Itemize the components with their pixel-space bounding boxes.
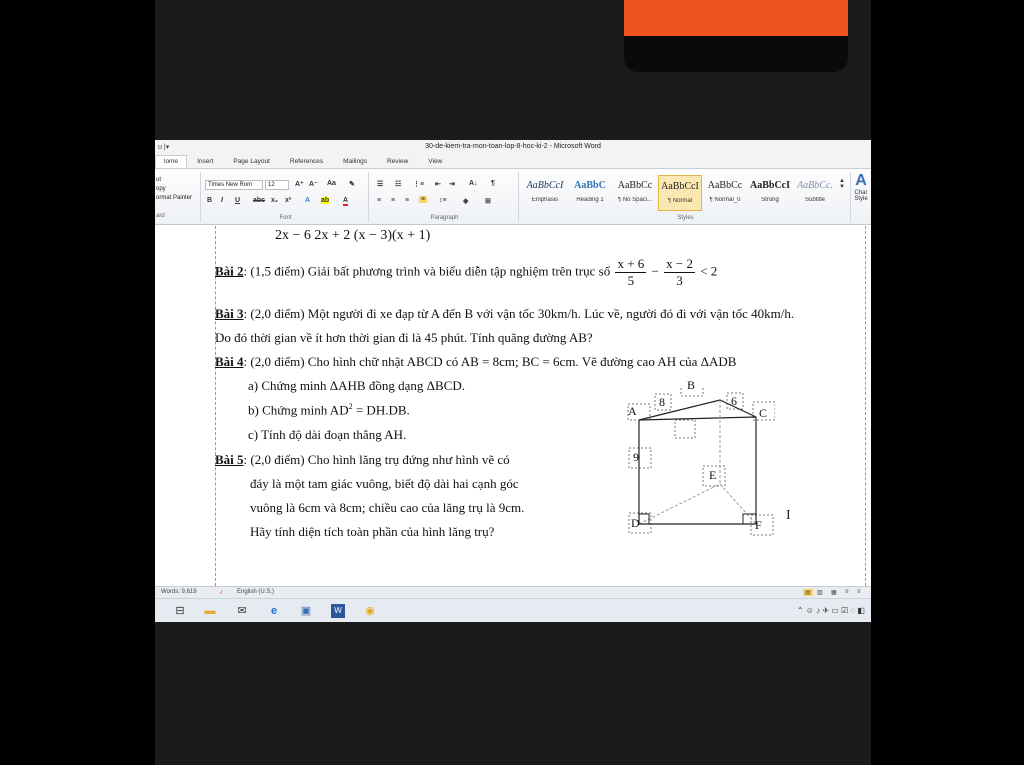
edge-ac [639, 417, 756, 420]
font-group-label: Font [279, 215, 292, 221]
fraction-1-num: x + 6 [617, 256, 645, 271]
mail-icon[interactable]: ✉ [237, 605, 247, 617]
style-sample: AaBbCc [707, 180, 743, 191]
vertex-a: A [628, 404, 637, 418]
grow-font-icon[interactable]: A⁺ [295, 181, 304, 188]
edge-icon[interactable]: e [270, 605, 278, 617]
format-painter-button[interactable]: ormat Painter [156, 195, 193, 201]
font-group [203, 172, 369, 222]
bai5-label: Bài 5 [215, 452, 244, 467]
style-strong[interactable] [748, 175, 792, 211]
style-name: Strong [761, 197, 779, 203]
left-black-bar [0, 0, 155, 765]
shading-icon[interactable]: ◈ [463, 198, 469, 205]
print-layout-view-icon[interactable]: ▤ [805, 590, 811, 596]
word-taskbar-icon[interactable]: W [331, 604, 345, 618]
length-bc: 6 [731, 394, 737, 408]
bai3-line-2: Do đó thời gian về ít hơn thời gian đi là 45 phút. Tính quãng đường AB? [215, 330, 593, 345]
system-tray[interactable]: ⌃ ☺ ♪ ✈ ▭ ☑ ◌ ◧ [796, 606, 865, 615]
show-marks-icon[interactable]: ¶ [491, 180, 495, 187]
window-title: 30-de-kiem-tra-mon-toan-lop-8-hoc-ki-2 - Microsoft Word [425, 143, 601, 150]
underline-icon[interactable]: U [235, 197, 241, 204]
copy-button[interactable]: opy [156, 186, 166, 192]
superscript-icon[interactable]: x² [285, 197, 292, 204]
vertex-e: E [709, 468, 717, 482]
style-heading-1[interactable] [568, 175, 612, 211]
chat-icon[interactable]: ▣ [300, 605, 312, 617]
highlight-icon[interactable]: ab [321, 197, 330, 204]
clipboard-group [155, 172, 201, 222]
bai5-line-4: Hãy tính diện tích toàn phần của hình lăng trụ? [250, 524, 495, 539]
bai2-text: : (1,5 điểm) Giải bất phương trình và biểu diễn tập nghiệm trên trục số [243, 263, 611, 279]
tab-home[interactable]: lome [155, 155, 187, 168]
bai4-label: Bài 4 [215, 354, 244, 369]
fraction-denominators: 2x − 6 2x + 2 (x − 3)(x + 1) [275, 228, 431, 243]
length-ab: 8 [659, 395, 665, 409]
multilevel-list-icon[interactable]: ⋮≡ [413, 181, 425, 188]
style-name: ¶ No Spaci... [617, 197, 653, 203]
right-angle-d [639, 514, 649, 524]
bai5-line-1 [215, 452, 510, 468]
font-name-select[interactable]: Times New Rom [205, 180, 263, 190]
sort-icon[interactable]: A↓ [469, 180, 478, 187]
style-subtitle[interactable] [793, 175, 837, 211]
change-styles-button[interactable] [851, 172, 871, 202]
tab-review[interactable]: Review [386, 158, 409, 165]
tab-mailings[interactable]: Mailings [343, 158, 367, 165]
style-normal-0[interactable] [703, 175, 747, 211]
style-sample: AaBbCcI [661, 181, 699, 192]
fraction-1-den: 5 [627, 273, 635, 288]
style-sample: AaBbCc [617, 180, 653, 191]
word-count[interactable]: Words: 9,619 [161, 589, 197, 595]
bai5-text: : (2,0 điểm) Cho hình lăng trụ đứng như hình vẽ có [243, 452, 510, 467]
styles-group [521, 172, 851, 222]
styles-group-label: Styles [677, 215, 694, 221]
bai3-label: Bài 3 [215, 306, 244, 321]
bullets-icon[interactable]: ☰ [377, 181, 384, 188]
tab-insert[interactable]: Insert [197, 158, 214, 165]
ribbon-tabs [155, 154, 871, 169]
fraction-2 [664, 256, 695, 289]
bai4-part-a: a) Chứng minh ΔAHB đồng dạng ΔBCD. [248, 378, 465, 393]
justify-icon[interactable]: ≡ [421, 196, 426, 203]
style-sample: AaBbC [574, 180, 606, 191]
change-styles-icon: A [855, 172, 867, 189]
clipboard-label: ard [156, 213, 165, 219]
language-indicator[interactable]: English (U.S.) [237, 589, 275, 595]
style-sample: AaBbCcI [749, 180, 790, 191]
bai4-part-b-sup: 2 [348, 402, 353, 411]
increase-indent-icon[interactable]: ⇥ [449, 181, 455, 188]
bai3-text: : (2,0 điểm) Một người đi xe đạp từ A đến B với vận tốc 30km/h. Lúc về, người đó đi với vận tốc 40km/h. [243, 306, 795, 321]
text-effects-icon[interactable]: A [305, 197, 311, 204]
bai2-line [215, 256, 717, 289]
bai4-part-b [248, 402, 410, 418]
web-layout-icon[interactable]: ▦ [831, 590, 837, 596]
style-name: ¶ Normal [667, 198, 693, 204]
numbering-icon[interactable]: ☷ [395, 181, 402, 188]
fraction-2-den: 3 [676, 273, 683, 288]
proofing-icon[interactable]: ✓ [219, 590, 225, 596]
bai4-part-c: c) Tính độ dài đoạn thẳng AH. [248, 427, 407, 442]
change-styles-label-2: Style [854, 196, 868, 202]
text-cursor-icon: I [786, 508, 791, 523]
tab-references[interactable]: References [289, 158, 324, 165]
fraction-2-num: x − 2 [666, 256, 693, 271]
inequality-tail: < 2 [700, 263, 718, 279]
italic-icon[interactable]: I [221, 197, 223, 204]
draft-view-icon[interactable]: ≡ [857, 589, 861, 595]
camera-orange-band [624, 0, 848, 36]
bai2-label: Bài 2 [215, 263, 244, 279]
align-right-icon[interactable]: ≡ [405, 197, 410, 204]
fraction-1 [615, 256, 646, 289]
taskbar [155, 598, 871, 622]
shrink-font-icon[interactable]: A⁻ [309, 181, 318, 188]
styles-scroll-icon[interactable]: ▲ ▼ [839, 178, 845, 190]
task-view-icon[interactable]: ⊟ [175, 605, 185, 617]
chrome-icon[interactable]: ◉ [365, 605, 375, 617]
outline-view-icon[interactable]: ≡ [845, 589, 849, 595]
vertex-b: B [687, 378, 696, 392]
style-no-spacing[interactable] [613, 175, 657, 211]
style-name: Subtitle [804, 197, 825, 203]
full-screen-view-icon[interactable]: ▥ [817, 590, 823, 596]
decrease-indent-icon[interactable]: ⇤ [435, 181, 441, 188]
change-styles-label-1: Char [854, 190, 868, 196]
align-center-icon[interactable]: ≡ [391, 197, 396, 204]
file-explorer-icon[interactable]: ▬ [204, 605, 216, 617]
bai3-line-1 [215, 306, 794, 322]
style-name: Heading 1 [576, 197, 604, 203]
vertex-d: D [631, 516, 640, 530]
bai4-part-b-post: = DH.DB. [352, 402, 410, 418]
change-case-icon[interactable]: Aa [327, 180, 336, 187]
prism-drawing [625, 388, 775, 568]
bottom-dark-area [155, 622, 871, 765]
borders-icon[interactable]: ⊞ [485, 198, 491, 205]
status-bar [155, 586, 871, 598]
line-spacing-icon[interactable]: ↕≡ [439, 197, 447, 204]
label-box-h [675, 420, 695, 438]
style-name: ¶ Normal_0 [709, 197, 741, 203]
style-sample: AaBbCc. [797, 180, 833, 191]
cut-button[interactable]: ut [156, 177, 162, 183]
edge-ef-hidden [720, 484, 756, 524]
bai5-line-2: đáy là một tam giác vuông, biết độ dài hai cạnh góc [250, 476, 519, 491]
style-emphasis[interactable] [523, 175, 567, 211]
bai4-line-1 [215, 354, 736, 370]
length-ad: 9 [633, 450, 639, 464]
align-left-icon[interactable]: ≡ [377, 197, 382, 204]
right-black-bar [871, 0, 1024, 765]
bold-icon[interactable]: B [207, 197, 213, 204]
bai5-line-3: vuông là 6cm và 8cm; chiều cao của lăng trụ là 9cm. [250, 500, 525, 515]
minus-sign: − [651, 263, 659, 279]
quick-access-toolbar[interactable]: ʊ |▾ [158, 144, 170, 151]
tab-view[interactable]: View [428, 158, 443, 165]
strikethrough-icon[interactable]: abc [253, 197, 266, 204]
document-page[interactable] [155, 226, 871, 586]
ribbon [155, 169, 871, 225]
paragraph-group-label: Paragraph [430, 215, 459, 221]
style-sample: AaBbCcI [526, 180, 564, 191]
edge-de-hidden [639, 484, 720, 524]
vertex-c: C [759, 406, 768, 420]
clear-format-icon[interactable]: ✎ [349, 181, 355, 188]
subscript-icon[interactable]: x₂ [271, 197, 279, 204]
bai4-text: : (2,0 điểm) Cho hình chữ nhật ABCD có AB = 8cm; BC = 6cm. Vẽ đường cao AH của ΔADB [243, 354, 737, 369]
font-size-select[interactable]: 12 [265, 180, 289, 190]
title-bar [155, 140, 871, 154]
bai4-part-b-pre: b) Chứng minh AD [248, 402, 349, 418]
font-color-icon[interactable]: A [343, 197, 349, 204]
style-name: Emphasis [531, 197, 559, 203]
word-window [155, 140, 871, 622]
style-normal[interactable] [658, 175, 702, 211]
tab-page-layout[interactable]: Page Layout [233, 158, 270, 165]
paragraph-group [371, 172, 519, 222]
vertex-f: F [755, 518, 762, 532]
right-margin-guide [865, 226, 866, 586]
